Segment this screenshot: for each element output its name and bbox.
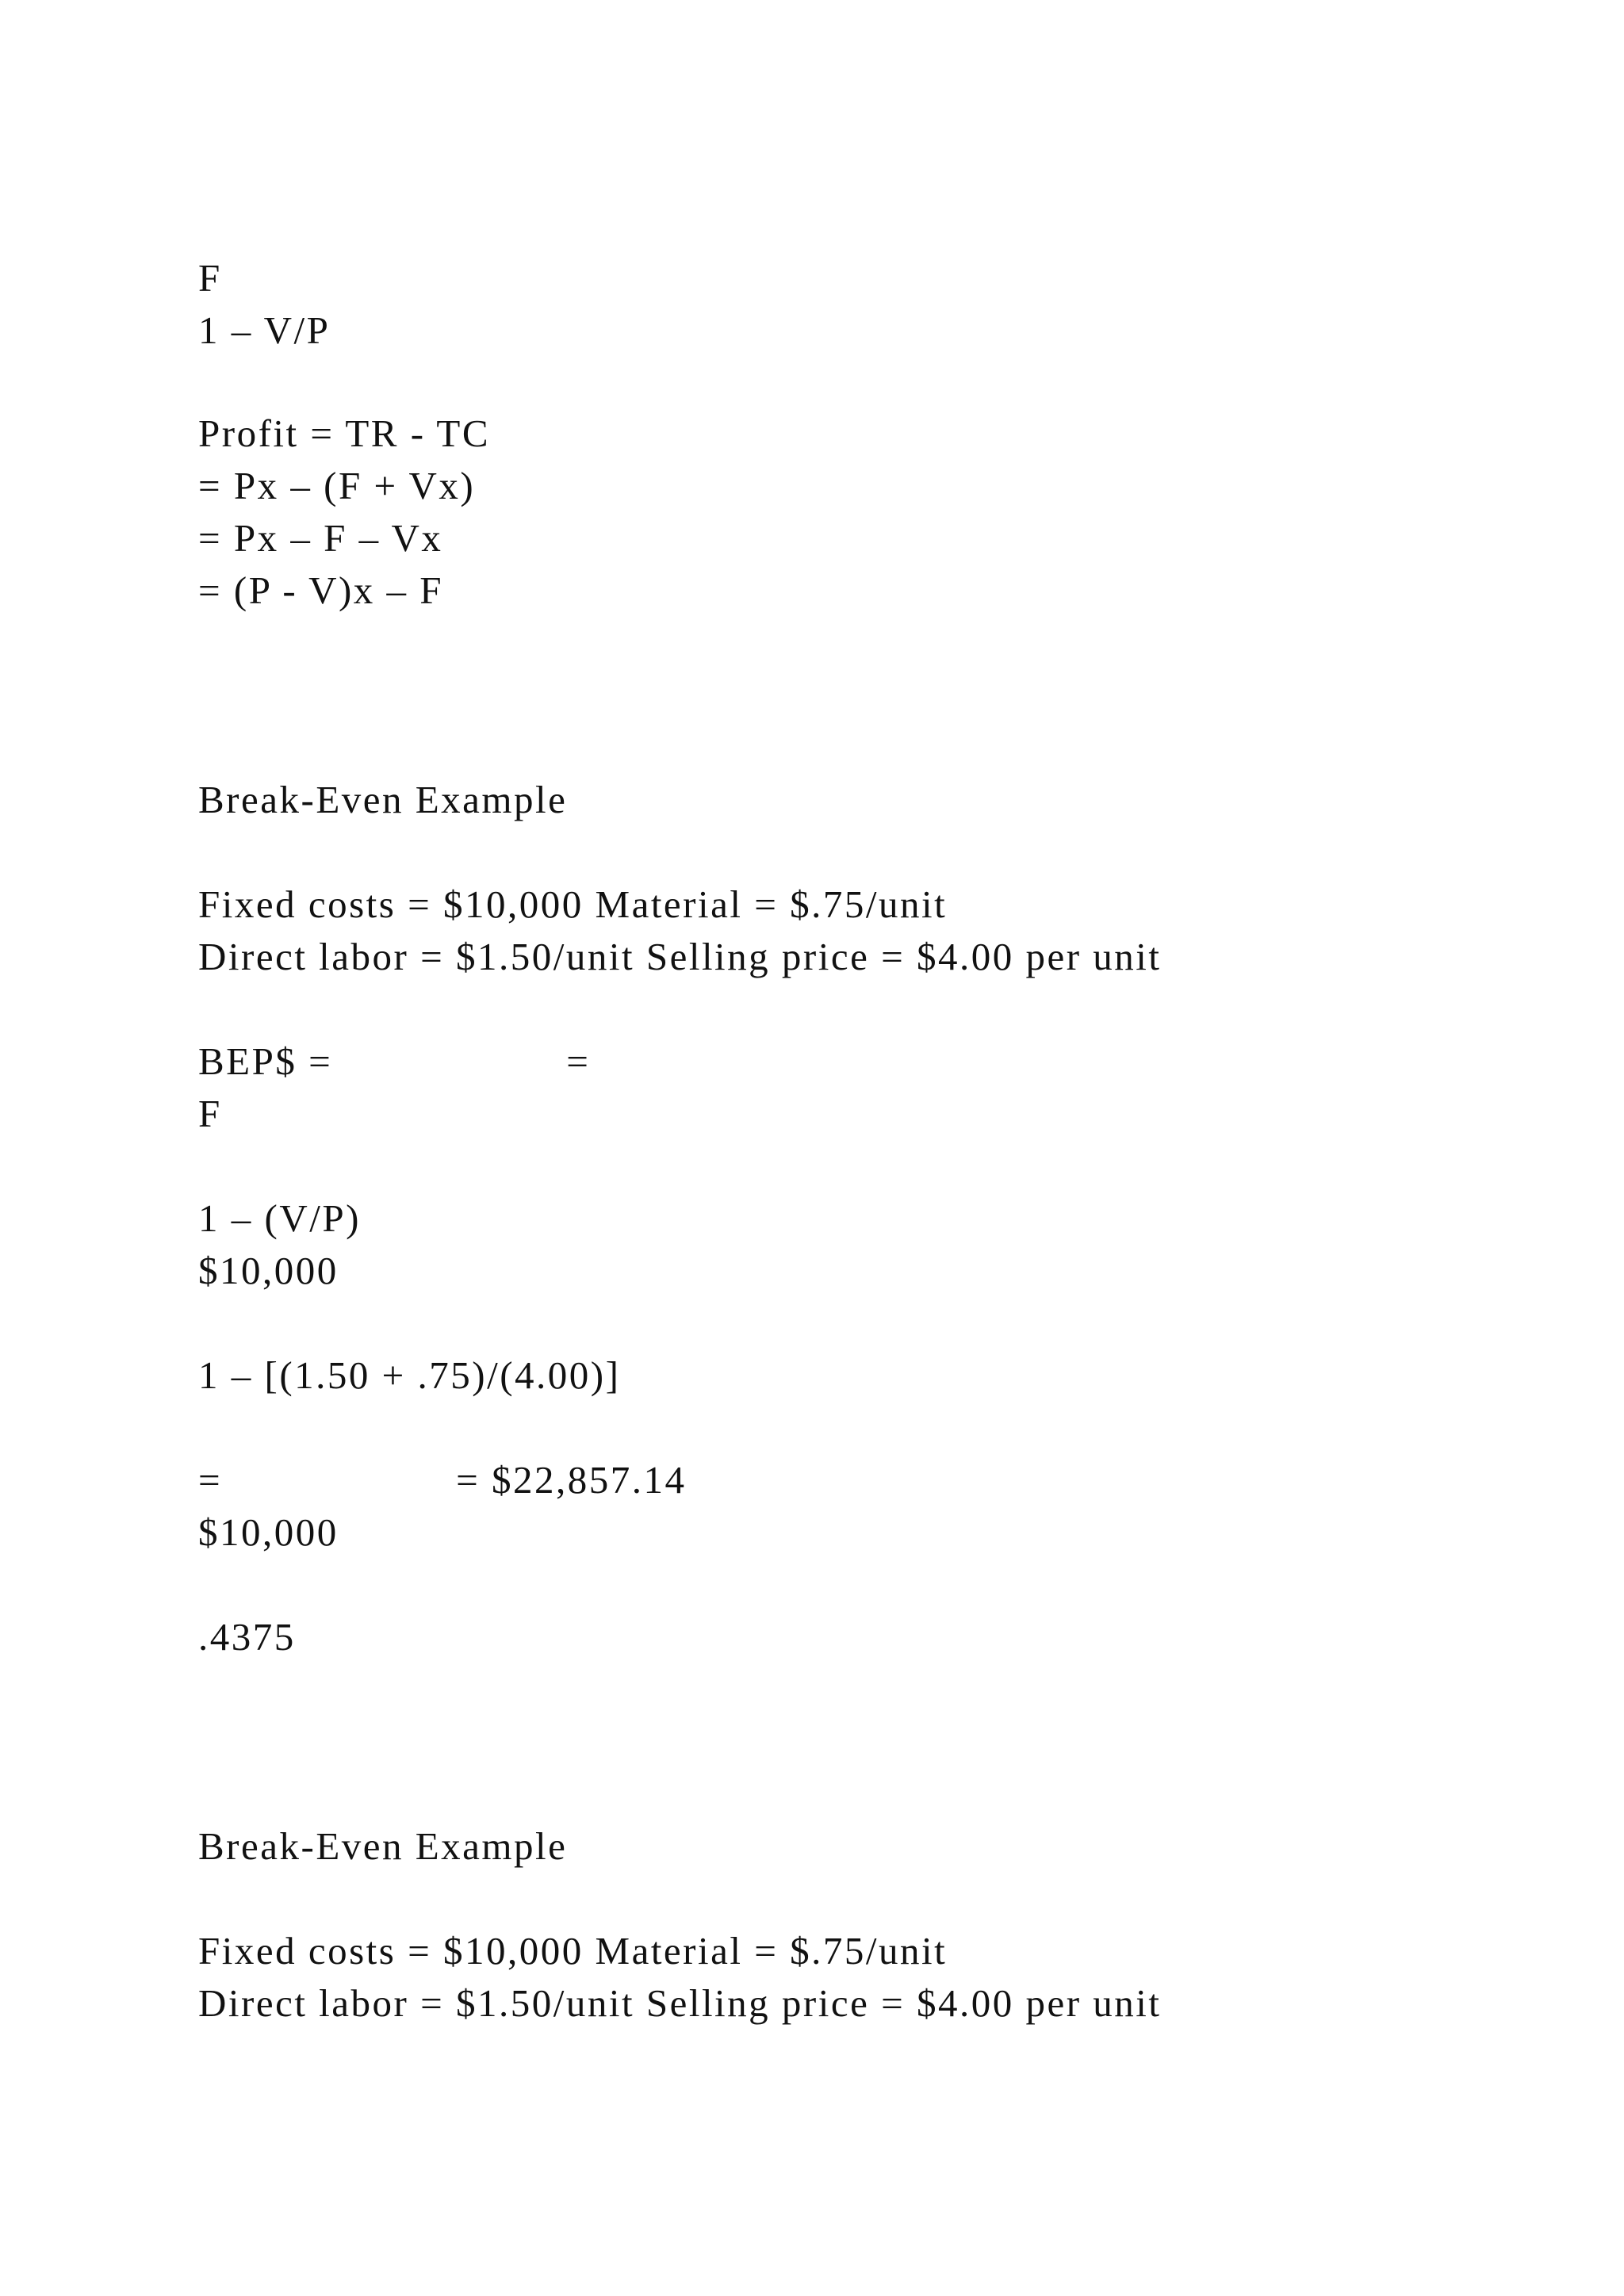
bep-equation-line: $10,000 (198, 1510, 339, 1554)
example-given-line: Fixed costs = $10,000 Material = $.75/unit (198, 1929, 948, 1973)
formula-numerator: F (198, 256, 222, 300)
example-given-line: Direct labor = $1.50/unit Selling price = $4.00 per unit (198, 935, 1162, 978)
formula-denominator: 1 – V/P (198, 308, 331, 352)
profit-formula-line: = Px – F – Vx (198, 516, 443, 560)
bep-equation-line: .4375 (198, 1615, 296, 1659)
example-given-line: Fixed costs = $10,000 Material = $.75/unit (198, 882, 948, 926)
profit-formula-line: = Px – (F + Vx) (198, 464, 476, 507)
section-heading: Break-Even Example (198, 1824, 568, 1868)
profit-formula-line: = (P - V)x – F (198, 568, 444, 612)
bep-equation-line: 1 – (V/P) (198, 1196, 361, 1240)
bep-equation-line: 1 – [(1.50 + .75)/(4.00)] (198, 1353, 621, 1397)
bep-equation-line: BEP$ = = (198, 1039, 591, 1083)
bep-result-line: = = $22,857.14 (198, 1458, 687, 1502)
section-heading: Break-Even Example (198, 778, 568, 821)
profit-formula-line: Profit = TR - TC (198, 411, 491, 455)
bep-equation-line: $10,000 (198, 1249, 339, 1292)
example-given-line: Direct labor = $1.50/unit Selling price = $4.00 per unit (198, 1981, 1162, 2025)
bep-equation-line: F (198, 1092, 222, 1135)
